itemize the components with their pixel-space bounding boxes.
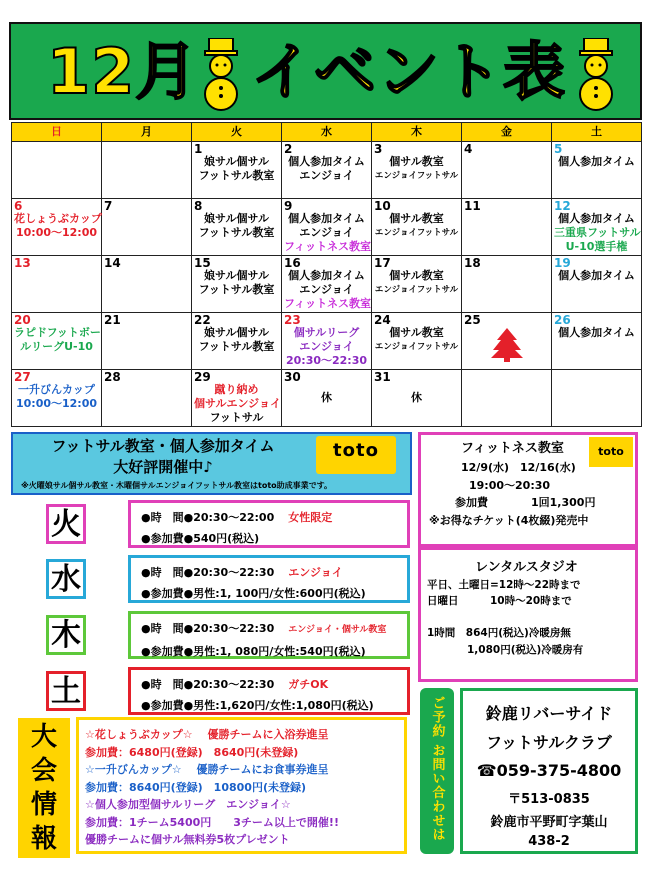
row-tag: ガチOK (288, 678, 329, 691)
day-number: 19 (554, 256, 571, 270)
event-text: 10:00～12:00 (15, 397, 98, 410)
rental-title: レンタルスタジオ (475, 560, 578, 575)
day-number: 4 (464, 142, 473, 156)
calendar-day-cell (102, 199, 192, 256)
calendar-day-cell (102, 142, 192, 199)
day-number: 22 (194, 313, 211, 327)
day-number: 28 (104, 370, 121, 384)
time-line: ●時 間●20:30～22:30 (141, 566, 275, 579)
postal-code: 〒513-0835 (508, 792, 590, 807)
weekday-kanji: 火 (46, 504, 86, 544)
time-line: ●時 間●20:30～22:30 (141, 622, 275, 635)
calendar-day-cell (192, 313, 282, 370)
day-number: 20 (14, 313, 31, 327)
calendar-day-cell (12, 370, 102, 427)
schedule-row (128, 500, 410, 548)
fitness-fee: 1回1,300円 (531, 496, 596, 509)
day-number: 12 (554, 199, 571, 213)
event-text: U-10選手権 (565, 240, 628, 253)
calendar-day-cell (102, 256, 192, 313)
calendar-day-cell (282, 199, 372, 256)
weekday-header: 火 (192, 123, 282, 142)
day-number: 5 (554, 142, 563, 156)
row-tag: エンジョイ (288, 566, 343, 579)
day-number: 17 (374, 256, 391, 270)
event-text: エンジョイフットサル (374, 171, 459, 181)
fee-line: ●参加費●540円(税込) (141, 532, 260, 545)
fitness-ticket: ※お得なチケット(4枚綴)発売中 (429, 514, 589, 527)
toto-logo: toto (589, 437, 633, 467)
fitness-time: 19:00～20:30 (469, 479, 551, 492)
schedule-row (128, 555, 410, 603)
tournament-info-label (18, 718, 70, 858)
calendar-day-cell (12, 313, 102, 370)
event-text: フットサル (209, 411, 264, 424)
day-number: 24 (374, 313, 391, 327)
address-line2: 438-2 (528, 834, 570, 849)
page-title (11, 32, 644, 112)
day-number: 11 (464, 199, 481, 213)
calendar-day-cell (372, 142, 462, 199)
calendar-day-cell (282, 256, 372, 313)
contact-box (460, 688, 638, 854)
day-number: 18 (464, 256, 481, 270)
calendar-day-cell (192, 370, 282, 427)
tournament-label-char: 報 (30, 824, 57, 854)
day-number: 15 (194, 256, 211, 270)
fitness-box (418, 432, 638, 547)
address-line1: 鈴鹿市平野町字葉山 (490, 815, 608, 830)
event-text: ラピドフットボー (14, 326, 101, 339)
day-number: 16 (284, 256, 301, 270)
event-text: 個サルリーグ (293, 326, 360, 339)
title-event-table: イベント表 (251, 35, 567, 108)
fitness-dates: 12/9(水) 12/16(水) (461, 461, 576, 474)
event-text: 娘サル個サル (204, 212, 269, 225)
event-text: 蹴り納め (214, 383, 259, 396)
tournament-label-char: 情 (30, 790, 57, 820)
weekday-header: 土 (552, 123, 642, 142)
promo-note: ※火曜娘サル個サル教室・木曜個サルエンジョイフットサル教室はtoto助成事業です。 (21, 481, 333, 490)
fitness-fee-label: 参加費 (455, 496, 488, 509)
row-tag: エンジョイ・個サル教室 (288, 625, 387, 635)
event-text: エンジョイ (299, 283, 354, 296)
day-number: 2 (284, 142, 293, 156)
day-number: 25 (464, 313, 481, 327)
calendar-day-cell (552, 370, 642, 427)
weekday-header: 木 (372, 123, 462, 142)
event-text: 三重県フットサル (554, 226, 641, 239)
tournament-line: ☆個人参加型個サルリーグ エンジョイ☆ (85, 798, 291, 811)
rental-line3: 1時間 864円(税込)冷暖房無 (427, 627, 571, 639)
day-number: 7 (104, 199, 113, 213)
weekday-kanji: 木 (46, 615, 86, 655)
rental-line2: 日曜日 10時～20時まで (427, 595, 572, 607)
rental-line4: 1,080円(税込)冷暖房有 (467, 644, 584, 656)
contact-vertical-label: ご予約 お問い合わせは (420, 688, 454, 854)
toto-logo: toto (316, 436, 396, 474)
fee-line: ●参加費●男性:1,620円/女性:1,080円(税込) (141, 699, 374, 712)
day-number: 3 (374, 142, 383, 156)
event-text: エンジョイ (299, 226, 354, 239)
event-text: フットサル教室 (198, 226, 275, 239)
event-text: 個人参加タイム (288, 212, 365, 225)
event-text: エンジョイ (299, 169, 354, 182)
club-name-1: 鈴鹿リバーサイド (485, 704, 613, 723)
tournament-info-box (76, 717, 407, 854)
day-number: 6 (14, 199, 23, 213)
event-text: エンジョイ (299, 340, 354, 353)
calendar-day-cell (372, 370, 462, 427)
phone-number[interactable]: ☎059-375-4800 (476, 761, 622, 780)
calendar-day-cell (102, 313, 192, 370)
rental-line1: 平日、土曜日=12時～22時まで (427, 579, 581, 591)
calendar-day-cell (12, 199, 102, 256)
day-number: 26 (554, 313, 571, 327)
day-number: 14 (104, 256, 121, 270)
weekday-header: 金 (462, 123, 552, 142)
tournament-line: 優勝チームに個サル無料券5枚プレゼント (85, 833, 290, 846)
event-text: 休 (411, 391, 422, 404)
tournament-line: 参加費：6480円(登録) 8640円(未登録) (85, 745, 299, 759)
fee-line: ●参加費●男性:1, 100円/女性:600円(税込) (141, 587, 366, 600)
event-text: フィットネス教室 (284, 297, 372, 310)
event-text: 20:30～22:30 (285, 354, 368, 367)
weekday-kanji: 水 (46, 559, 86, 599)
calendar-day-cell (552, 256, 642, 313)
christmas-tree-icon (464, 326, 549, 362)
tournament-line: ☆花しょうぶカップ☆ 優勝チームに入浴券進呈 (85, 728, 329, 741)
event-text: フットサル教室 (198, 283, 275, 296)
weekday-header: 月 (102, 123, 192, 142)
day-number: 31 (374, 370, 391, 384)
calendar-day-cell (12, 142, 102, 199)
event-text: 10:00～12:00 (15, 226, 98, 239)
club-name-2: フットサルクラブ (486, 733, 612, 752)
event-text: 個人参加タイム (558, 326, 635, 339)
weekday-kanji: 土 (46, 671, 86, 711)
event-text: 娘サル個サル (204, 326, 269, 339)
title-month: 12月 (47, 35, 199, 108)
event-text: フットサル教室 (198, 169, 275, 182)
tournament-label-char: 大 (30, 722, 57, 752)
calendar-day-cell (372, 256, 462, 313)
calendar-day-cell (552, 199, 642, 256)
event-text: 個サル教室 (389, 326, 444, 339)
calendar-day-cell (552, 313, 642, 370)
event-text: 個サル教室 (389, 155, 444, 168)
calendar-day-cell (462, 370, 552, 427)
schedule-row (128, 667, 410, 715)
header-banner (9, 22, 642, 120)
event-text: 個人参加タイム (558, 155, 635, 168)
event-calendar (11, 122, 642, 427)
day-number: 8 (194, 199, 203, 213)
event-text: 花しょうぶカップ (14, 212, 102, 225)
day-number: 27 (14, 370, 31, 384)
calendar-day-cell (102, 370, 192, 427)
time-line: ●時 間●20:30～22:30 (141, 678, 275, 691)
calendar-day-cell (282, 142, 372, 199)
time-line: ●時 間●20:30～22:00 (141, 511, 275, 524)
event-text: 娘サル個サル (204, 155, 269, 168)
event-text: 個人参加タイム (288, 269, 365, 282)
event-text: エンジョイフットサル (374, 285, 459, 295)
tournament-line: 参加費：8640円(登録) 10800円(未登録) (85, 780, 306, 794)
event-text: 個人参加タイム (558, 212, 635, 225)
day-number: 9 (284, 199, 293, 213)
calendar-day-cell (372, 313, 462, 370)
calendar-day-cell (192, 256, 282, 313)
event-text: 個人参加タイム (558, 269, 635, 282)
futsal-promo-box (11, 432, 412, 495)
tournament-label-char: 会 (30, 756, 57, 786)
day-number: 30 (284, 370, 301, 384)
calendar-day-cell (462, 313, 552, 370)
event-text: 一升びんカップ (18, 383, 95, 396)
calendar-day-cell (462, 199, 552, 256)
calendar-day-cell (282, 313, 372, 370)
fee-line: ●参加費●男性:1, 080円/女性:540円(税込) (141, 645, 366, 658)
day-number: 10 (374, 199, 391, 213)
promo-line2: 大好評開催中♪ (113, 458, 213, 476)
calendar-day-cell (192, 142, 282, 199)
fitness-title: フィットネス教室 (461, 441, 564, 456)
tournament-line: ☆一升びんカップ☆ 優勝チームにお食事券進呈 (85, 763, 329, 776)
calendar-day-cell (12, 256, 102, 313)
event-text: 娘サル個サル (204, 269, 269, 282)
weekday-header: 日 (12, 123, 102, 142)
day-number: 13 (14, 256, 31, 270)
schedule-row (128, 611, 410, 659)
event-text: エンジョイフットサル (374, 228, 459, 238)
event-text: フィットネス教室 (284, 240, 372, 253)
event-text: 休 (321, 391, 332, 404)
event-text: ルリーグU-10 (20, 340, 93, 353)
calendar-day-cell (462, 142, 552, 199)
weekday-header: 水 (282, 123, 372, 142)
calendar-day-cell (462, 256, 552, 313)
calendar-day-cell (282, 370, 372, 427)
event-text: 個人参加タイム (288, 155, 365, 168)
day-number: 21 (104, 313, 121, 327)
event-text: 個サル教室 (389, 212, 444, 225)
day-number: 23 (284, 313, 301, 327)
calendar-day-cell (192, 199, 282, 256)
rental-studio-box (418, 547, 638, 682)
tournament-line: 参加費：1チーム5400円 3チーム以上で開催!! (85, 815, 339, 829)
day-number: 1 (194, 142, 203, 156)
row-tag: 女性限定 (288, 511, 333, 524)
event-text: エンジョイフットサル (374, 342, 459, 352)
event-text: 個サルエンジョイ (194, 397, 281, 410)
promo-line1: フットサル教室・個人参加タイム (51, 437, 275, 455)
day-number: 29 (194, 370, 211, 384)
event-text: フットサル教室 (198, 340, 275, 353)
calendar-day-cell (552, 142, 642, 199)
calendar-day-cell (372, 199, 462, 256)
event-text: 個サル教室 (389, 269, 444, 282)
